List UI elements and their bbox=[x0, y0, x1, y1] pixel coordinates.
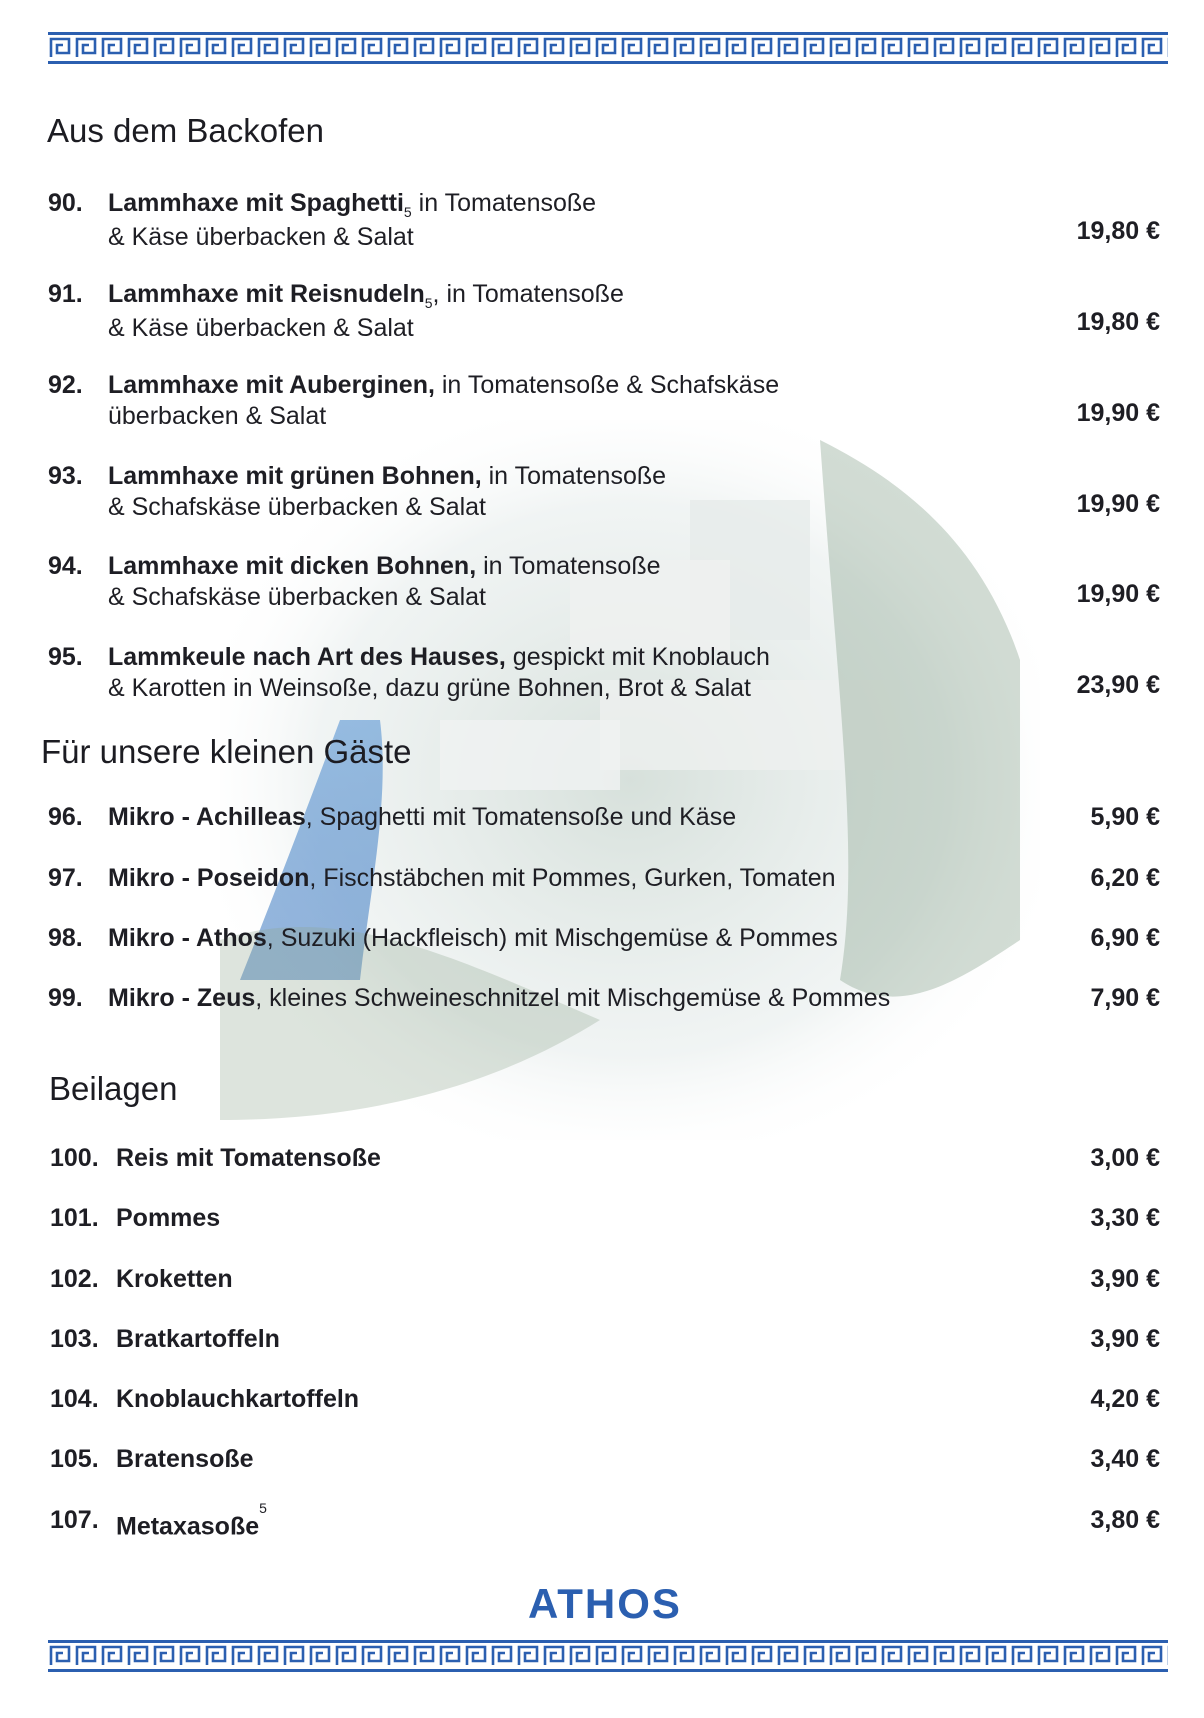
allergen-mark: 5 bbox=[259, 1500, 267, 1516]
item-name: Lammhaxe mit Reisnudeln bbox=[108, 280, 425, 308]
item-description-2: überbacken & Salat bbox=[108, 402, 327, 430]
item-description: in Tomatensoße bbox=[488, 462, 667, 490]
item-price: 19,90 € bbox=[1076, 490, 1160, 518]
item-description-2: & Käse überbacken & Salat bbox=[108, 314, 414, 342]
item-description: , kleines Schweineschnitzel mit Mischgemüse & Pommes bbox=[255, 984, 891, 1012]
item-name: Mikro - Zeus bbox=[108, 984, 256, 1012]
item-name: Metaxasoße bbox=[116, 1512, 260, 1541]
item-price: 3,40 € bbox=[1090, 1445, 1160, 1473]
item-price: 19,80 € bbox=[1076, 308, 1160, 336]
item-number: 96. bbox=[48, 803, 83, 831]
item-name: Lammhaxe mit Auberginen, bbox=[108, 371, 435, 399]
item-number: 100. bbox=[50, 1144, 99, 1172]
item-description-2: & Käse überbacken & Salat bbox=[108, 223, 414, 251]
item-number: 90. bbox=[48, 189, 83, 217]
item-name: Lammhaxe mit Spaghetti bbox=[108, 189, 404, 217]
item-price: 19,80 € bbox=[1076, 217, 1160, 245]
item-name: Reis mit Tomatensoße bbox=[116, 1144, 381, 1172]
item-name: Lammhaxe mit grünen Bohnen, bbox=[108, 462, 482, 490]
item-description: in Tomatensoße bbox=[418, 189, 597, 217]
item-number: 103. bbox=[50, 1325, 99, 1353]
item-price: 3,00 € bbox=[1090, 1144, 1160, 1172]
item-name: Lammhaxe mit dicken Bohnen, bbox=[108, 552, 477, 580]
section-title-beilagen: Beilagen bbox=[49, 1070, 178, 1107]
item-number: 98. bbox=[48, 924, 83, 952]
item-number: 104. bbox=[50, 1385, 99, 1413]
item-name: Mikro - Poseidon bbox=[108, 864, 310, 892]
item-description: in Tomatensoße bbox=[483, 552, 661, 580]
item-price: 19,90 € bbox=[1076, 580, 1160, 608]
item-number: 93. bbox=[48, 462, 83, 490]
item-number: 94. bbox=[48, 552, 83, 580]
item-number: 92. bbox=[48, 371, 83, 399]
item-price: 7,90 € bbox=[1090, 984, 1160, 1012]
greek-key-border-top bbox=[48, 32, 1168, 64]
item-description: , in Tomatensoße bbox=[432, 280, 624, 308]
item-name: Lammkeule nach Art des Hauses, bbox=[108, 643, 506, 671]
item-name: Mikro - Athos bbox=[108, 924, 267, 952]
item-number: 107. bbox=[50, 1506, 99, 1534]
item-name: Knoblauchkartoffeln bbox=[116, 1385, 360, 1413]
item-price: 19,90 € bbox=[1076, 399, 1160, 427]
item-number: 97. bbox=[48, 864, 83, 892]
item-price: 4,20 € bbox=[1090, 1385, 1160, 1413]
section-title-backofen: Aus dem Backofen bbox=[47, 112, 324, 149]
background-photo bbox=[220, 420, 1040, 1140]
item-name: Mikro - Achilleas bbox=[108, 803, 306, 831]
item-description: , Suzuki (Hackfleisch) mit Mischgemüse & Pommes bbox=[266, 924, 838, 952]
item-description-2: & Schafskäse überbacken & Salat bbox=[108, 493, 487, 521]
item-name: Bratkartoffeln bbox=[116, 1325, 280, 1353]
item-description: gespickt mit Knoblauch bbox=[512, 643, 770, 671]
item-description: , Fischstäbchen mit Pommes, Gurken, Tomaten bbox=[309, 864, 836, 892]
item-price: 5,90 € bbox=[1090, 803, 1160, 831]
item-description: , Spaghetti mit Tomatensoße und Käse bbox=[305, 803, 737, 831]
item-name: Pommes bbox=[116, 1204, 221, 1232]
item-price: 3,30 € bbox=[1090, 1204, 1160, 1232]
item-price: 3,80 € bbox=[1090, 1506, 1160, 1534]
allergen-mark: 5 bbox=[403, 204, 412, 220]
item-description-2: & Schafskäse überbacken & Salat bbox=[108, 583, 487, 611]
item-number: 102. bbox=[50, 1265, 99, 1293]
item-name: Kroketten bbox=[116, 1265, 233, 1293]
item-price: 3,90 € bbox=[1090, 1325, 1160, 1353]
item-number: 101. bbox=[50, 1204, 99, 1232]
item-description-2: & Karotten in Weinsoße, dazu grüne Bohnen, Brot & Salat bbox=[108, 674, 751, 702]
section-title-kinder: Für unsere kleinen Gäste bbox=[41, 733, 412, 770]
athos-logo bbox=[500, 1580, 710, 1624]
item-price: 6,20 € bbox=[1090, 864, 1160, 892]
item-number: 105. bbox=[50, 1445, 99, 1473]
item-number: 91. bbox=[48, 280, 83, 308]
allergen-mark: 5 bbox=[424, 295, 433, 311]
logo-text: ATHOS bbox=[528, 1580, 682, 1624]
item-price: 23,90 € bbox=[1076, 671, 1160, 699]
item-price: 6,90 € bbox=[1090, 924, 1160, 952]
item-number: 99. bbox=[48, 984, 83, 1012]
item-description: in Tomatensoße & Schafskäse bbox=[441, 371, 780, 399]
item-number: 95. bbox=[48, 643, 83, 671]
item-name: Bratensoße bbox=[116, 1445, 254, 1473]
item-price: 3,90 € bbox=[1090, 1265, 1160, 1293]
greek-key-border-bottom bbox=[48, 1640, 1168, 1672]
